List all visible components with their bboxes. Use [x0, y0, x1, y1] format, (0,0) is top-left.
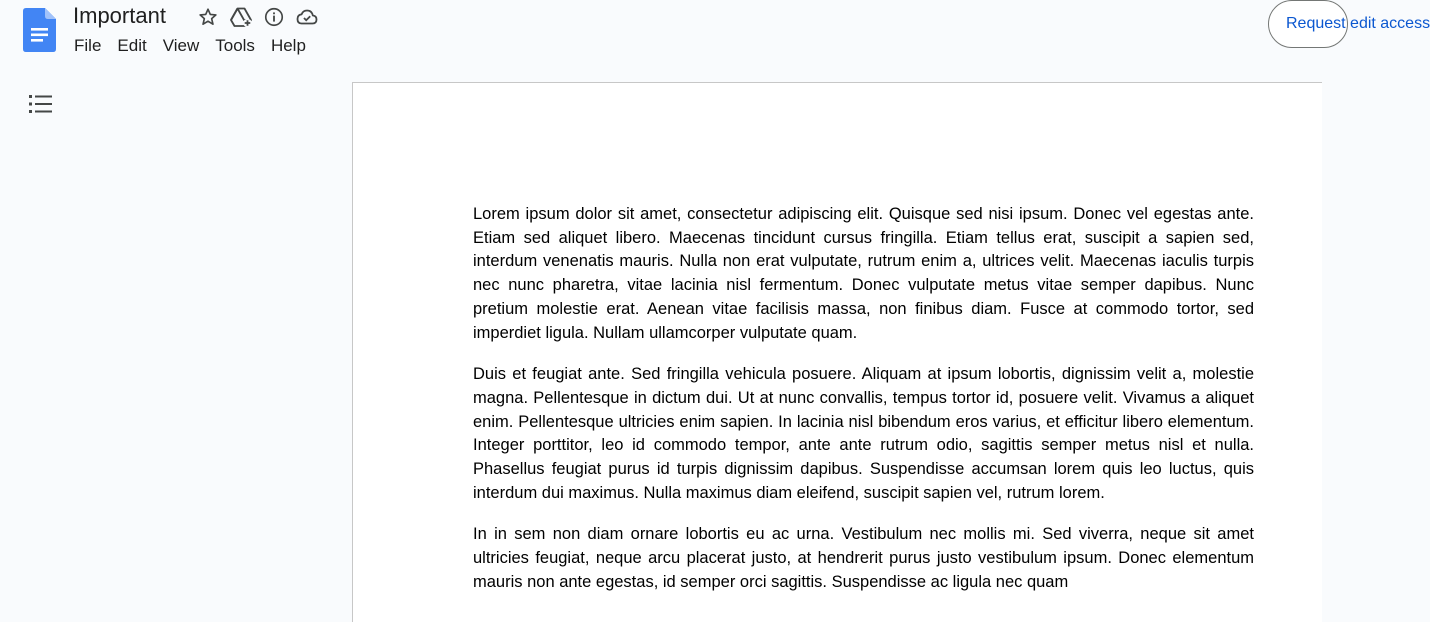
title-actions: [196, 5, 319, 29]
docs-logo-icon[interactable]: [23, 8, 56, 52]
document-page[interactable]: [352, 82, 1322, 622]
menu-file[interactable]: File: [74, 36, 102, 55]
cloud-saved-icon[interactable]: [295, 5, 319, 29]
menu-edit[interactable]: Edit: [117, 36, 147, 55]
document-title[interactable]: Important: [73, 3, 166, 28]
docs-header: [0, 0, 1430, 64]
menu-tools[interactable]: Tools: [215, 36, 255, 55]
request-edit-access-button[interactable]: Request edit access: [1268, 0, 1348, 48]
move-to-drive-icon[interactable]: [229, 5, 253, 29]
menu-help[interactable]: Help: [270, 36, 306, 55]
info-icon[interactable]: [262, 5, 286, 29]
menu-view[interactable]: View: [162, 36, 200, 55]
menu-bar: [66, 34, 314, 58]
paragraph[interactable]: Lorem ipsum dolor sit amet, consectetur adipiscing elit. Quisque sed nisi ipsum. Donec vel egestas ante. Etiam sed aliquet libero. Maecenas tincidunt cursus fringilla. Etiam tellus erat, suscipit a sapien sed, interdum venenatis mauris. Nulla non erat vulputate, rutrum enim a, ultrices velit. Maecenas iaculis turpis nec nunc pharetra, vitae lacinia nisl fermentum. Donec vulputate metus vitae semper dapibus. Nunc pretium molestie erat. Aenean vitae facilisis massa, non finibus diam. Fusce at commodo tortor, sed imperdiet ligula. Nullam ullamcorper vulputate quam.: [473, 205, 1254, 342]
paragraph[interactable]: Duis et feugiat ante. Sed fringilla vehicula posuere. Aliquam at ipsum lobortis, dignissim velit a, molestie magna. Pellentesque in dictum dui. Ut at nunc convallis, tempus tortor id, posuere velit. Vivamus a aliquet enim. Pellentesque ultricies enim sapien. In lacinia nisl bibendum eros varius, et efficitur libero elementum. Integer porttitor, leo id commodo tempor, ante ante rutrum odio, sagittis semper metus nisl et nulla. Phasellus feugiat purus id turpis dignissim dapibus. Suspendisse accumsan lorem quis leo luctus, quis interdum dui maximus. Nulla maximus diam eleifend, suscipit sapien vel, rutrum lorem.: [473, 365, 1254, 502]
star-icon[interactable]: [196, 5, 220, 29]
document-body[interactable]: [473, 203, 1254, 613]
paragraph[interactable]: In in sem non diam ornare lobortis eu ac urna. Vestibulum nec mollis mi. Sed viverra, neque sit amet ultricies feugiat, neque arcu placerat justo, at hendrerit purus justo vestibulum ipsum. Donec elementum mauris non ante egestas, id semper orci sagittis. Suspendisse ac ligula nec quam: [473, 525, 1254, 591]
document-outline-icon[interactable]: [28, 92, 54, 116]
